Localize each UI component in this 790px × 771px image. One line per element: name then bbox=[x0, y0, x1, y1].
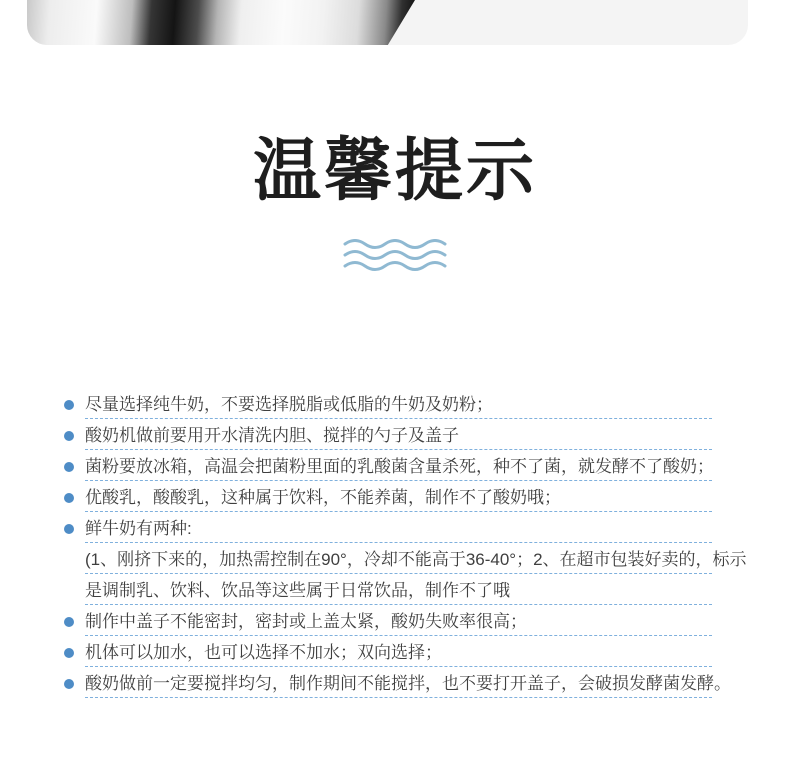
bullet-icon bbox=[64, 648, 74, 658]
tip-row bbox=[85, 454, 712, 481]
tip-text: 是调制乳、饮料、饮品等这些属于日常饮品，制作不了哦 bbox=[85, 581, 510, 600]
tip-text: 机体可以加水，也可以选择不加水；双向选择； bbox=[85, 643, 442, 662]
tip-row bbox=[85, 671, 731, 698]
tip-row bbox=[85, 609, 712, 636]
tip-text: 酸奶机做前要用开水清洗内胆、搅拌的勺子及盖子 bbox=[85, 426, 459, 445]
page-title: 温馨提示 bbox=[252, 133, 537, 209]
tips-list bbox=[85, 392, 747, 702]
waves-icon bbox=[343, 239, 447, 273]
tip-text: 制作中盖子不能密封，密封或上盖太紧，酸奶失败率很高； bbox=[85, 612, 527, 631]
bullet-icon bbox=[64, 679, 74, 689]
tip-text: 菌粉要放冰箱，高温会把菌粉里面的乳酸菌含量杀死，种不了菌，就发酵不了酸奶； bbox=[85, 457, 714, 476]
bullet-icon bbox=[64, 524, 74, 534]
tip-text: 鲜牛奶有两种: bbox=[85, 519, 192, 538]
bullet-icon bbox=[64, 400, 74, 410]
bullet-icon bbox=[64, 493, 74, 503]
bullet-icon bbox=[64, 462, 74, 472]
previous-section-card bbox=[27, 0, 748, 45]
bullet-icon bbox=[64, 431, 74, 441]
tip-row bbox=[85, 578, 712, 605]
tip-row bbox=[85, 516, 712, 543]
tip-row bbox=[85, 547, 747, 574]
bullet-icon bbox=[64, 617, 74, 627]
tip-text: 尽量选择纯牛奶，不要选择脱脂或低脂的牛奶及奶粉； bbox=[85, 395, 493, 414]
tip-row bbox=[85, 640, 712, 667]
tip-row bbox=[85, 423, 712, 450]
tip-row bbox=[85, 392, 712, 419]
tip-text: 酸奶做前一定要搅拌均匀，制作期间不能搅拌，也不要打开盖子，会破损发酵菌发酵。 bbox=[85, 674, 731, 693]
tip-row bbox=[85, 485, 712, 512]
product-photo-fragment bbox=[27, 0, 415, 45]
tip-text: 优酸乳，酸酸乳，这种属于饮料，不能养菌，制作不了酸奶哦； bbox=[85, 488, 561, 507]
tip-text: (1、刚挤下来的，加热需控制在90°，冷却不能高于36-40°；2、在超市包装好卖的，标示 bbox=[85, 550, 747, 569]
